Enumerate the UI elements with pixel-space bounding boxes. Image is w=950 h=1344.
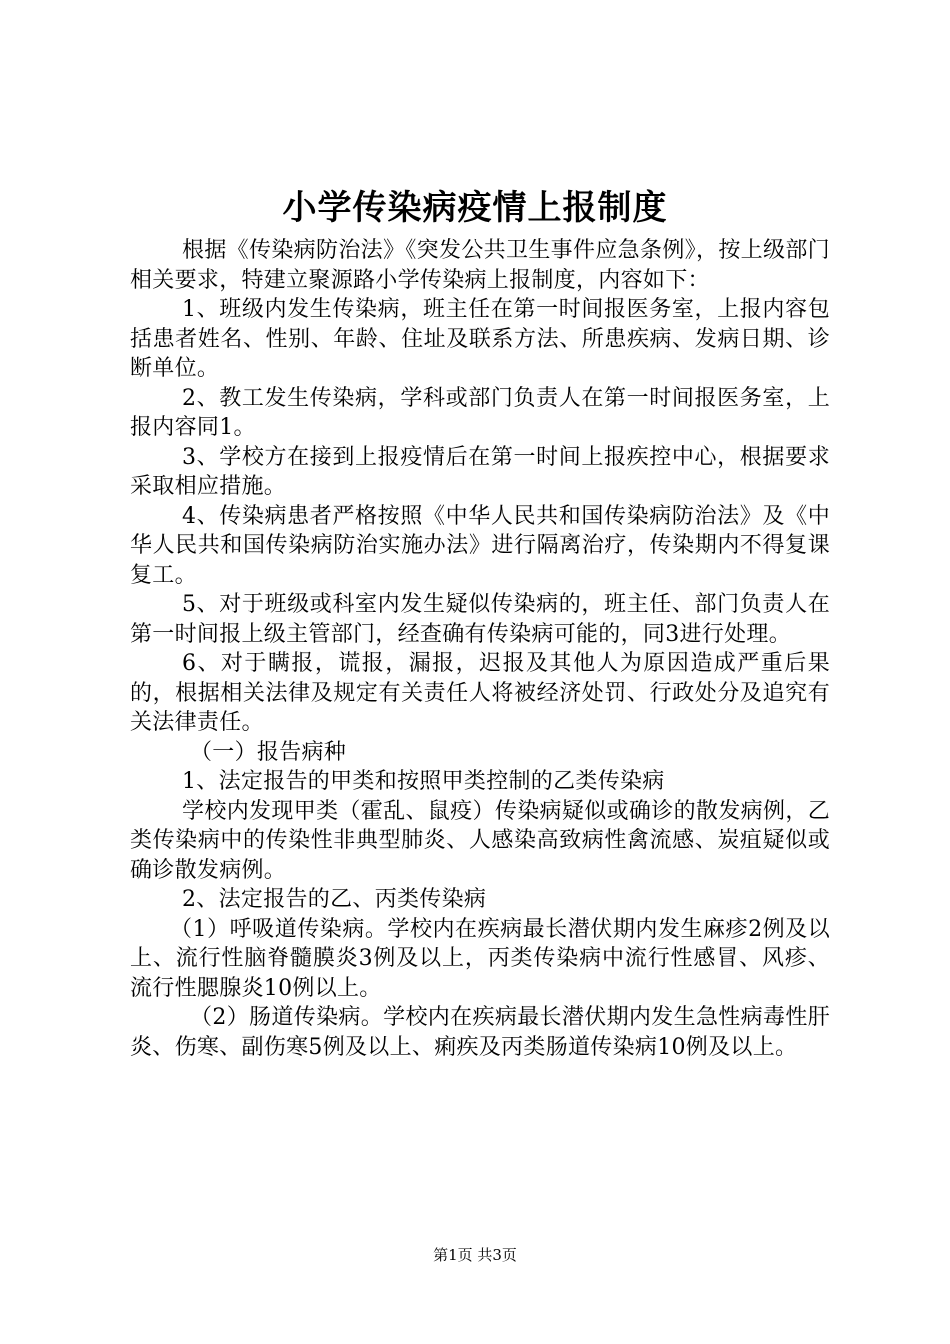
paragraph-intro: 根据《传染病防治法》《突发公共卫生事件应急条例》，按上级部门相关要求，特建立聚源路小学传染病上报制度，内容如下：: [130, 238, 830, 293]
paragraph-item-1: 1、班级内发生传染病，班主任在第一时间报医务室，上报内容包括患者姓名、性别、年龄、住址及联系方法、所患疾病、发病日期、诊断单位。: [130, 297, 830, 381]
paragraph-item-4: 4、传染病患者严格按照《中华人民共和国传染病防治法》及《中华人民共和国传染病防治实施办法》进行隔离治疗，传染期内不得复课复工。: [130, 503, 830, 588]
paragraph-item-3: 3、学校方在接到上报疫情后在第一时间上报疾控中心，根据要求采取相应措施。: [130, 444, 830, 499]
paragraph-class-a: 学校内发现甲类（霍乱、鼠疫）传染病疑似或确诊的散发病例，乙类传染病中的传染性非典型肺炎、人感染高致病性禽流感、炭疽疑似或确诊散发病例。: [130, 798, 830, 883]
section-heading-report-types: （一）报告病种: [190, 739, 347, 765]
paragraph-item-2: 2、教工发生传染病，学科或部门负责人在第一时间报医务室，上报内容同1。: [130, 385, 830, 440]
page-footer: 第1页 共3页: [433, 1246, 517, 1264]
subheading-class-b-c: 2、法定报告的乙、丙类传染病: [182, 887, 487, 912]
paragraph-intestinal: （2）肠道传染病。学校内在疾病最长潜伏期内发生急性病毒性肝炎、伤寒、副伤寒5例及以上、痢疾及丙类肠道传染病10例及以上。: [130, 1005, 830, 1060]
paragraph-item-5: 5、对于班级或科室内发生疑似传染病的，班主任、部门负责人在第一时间报上级主管部门，经查确有传染病可能的，同3进行处理。: [130, 592, 830, 647]
document-body: [130, 236, 830, 1062]
paragraph-respiratory: （1）呼吸道传染病。学校内在疾病最长潜伏期内发生麻疹2例及以上、流行性脑脊髓膜炎3例及以上，丙类传染病中流行性感冒、风疹、流行性腮腺炎10例以上。: [130, 916, 830, 1001]
document-title: 小学传染病疫情上报制度: [282, 188, 668, 228]
paragraph-item-6: 6、对于瞒报，谎报，漏报，迟报及其他人为原因造成严重后果的，根据相关法律及规定有关责任人将被经济处罚、行政处分及追究有关法律责任。: [130, 651, 830, 735]
subheading-class-a: 1、法定报告的甲类和按照甲类控制的乙类传染病: [182, 769, 665, 794]
